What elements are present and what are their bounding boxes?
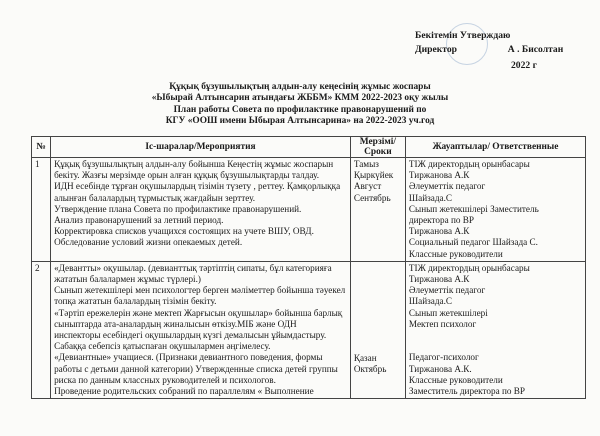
activity-line: инспекторы есебіндегі оқушылардың күзгі демалысын ұйымдастыру.: [54, 330, 327, 341]
title-line-4: КГУ «ООШ имени Ыбырая Алтынсарина» на 2022-2023 уч.год: [165, 116, 435, 127]
approval-director-name: А . Бисолтан: [507, 44, 564, 55]
responsible-line: [409, 341, 582, 352]
activity-line: работы с детьми данной категории) Утвержденные списка детей группы: [54, 363, 338, 374]
responsible-line: [409, 330, 582, 341]
activity-line: бекіту. Жазғы мерзімде орын алған құқық бұзушылықтарды талдау.: [54, 170, 320, 181]
responsible-line: Әлеуметтік педагог: [408, 285, 486, 296]
responsible-cell: [405, 261, 585, 398]
activity-line: алынған балалардың тұрмыстық жағдайын зерттеу.: [54, 192, 256, 203]
responsible-line: Социальный педагог Шайзада С.: [408, 237, 538, 248]
responsible-line: Педагог-психолог: [408, 352, 479, 363]
activity-cell: [51, 261, 351, 398]
term-line: Октябрь: [353, 364, 387, 375]
responsible-line: Мектеп психолог: [408, 318, 477, 329]
term-line: Қазан: [353, 352, 377, 363]
responsible-line: Тиржанова А.К: [408, 274, 470, 285]
header-num: №: [32, 137, 51, 158]
responsible-line: Шайзада.С: [408, 296, 453, 307]
approval-date: 2022 г: [511, 60, 537, 71]
document-title: [0, 82, 600, 128]
responsible-line: Шайзада.С: [408, 192, 453, 203]
activity-line: «Девантты» оқушылар. (девианттық тәртіптің сипаты, бұл категорияға: [54, 262, 332, 273]
term-cell: [350, 261, 405, 398]
table-header-row: [32, 137, 586, 158]
responsible-line: Тиржанова А.К: [408, 170, 470, 181]
activity-line: риска по данным классных руководителей и психологов.: [54, 374, 276, 385]
activity-line: Сынып жетекшілері мен психологтер берген мәліметтер бойынша тәуекел: [54, 285, 346, 296]
approval-block: [415, 30, 585, 72]
approval-director-label: Директор: [415, 44, 457, 55]
plan-table: [31, 136, 586, 399]
approval-line-1: Бекітемін Утверждаю: [415, 30, 511, 41]
term-line: Август: [353, 181, 382, 192]
title-line-1: Құқық бұзушылықтың алдын-алу кеңесінің жұмыс жоспары: [169, 82, 431, 92]
activity-line: Корректировка списков учащихся состоящих на учете ВШУ, ОВД.: [54, 226, 314, 237]
term-line: Сентябрь: [353, 192, 391, 203]
activity-line: ИДН есебінде тұрған оқушылардың тізімін түзету , реттеу. Қамқорлыққа: [54, 181, 341, 192]
title-line-2: «Ыбырай Алтынсарин атындағы ЖББМ» КММ 2022-2023 оқу жылы: [151, 93, 449, 104]
title-line-3: План работы Совета по профилактике правонарушений по: [173, 104, 427, 115]
responsible-line: Сынып жетекшілері Заместитель: [408, 203, 539, 214]
header-responsible: Жауаптылар/ Ответственные: [405, 137, 585, 158]
activity-line: Обследование условий жизни опекаемых детей.: [54, 237, 243, 248]
responsible-line: Әлеуметтік педагог: [408, 181, 486, 192]
responsible-line: Классные руководители: [408, 248, 503, 259]
responsible-line: директора по ВР: [408, 215, 475, 226]
activity-line: Сабаққа себепсіз қатыспаған оқушылармен әңгімелесу.: [54, 341, 271, 352]
responsible-line: ТІЖ директордың орынбасары: [408, 262, 530, 273]
header-activities: Іс-шаралар/Мероприятия: [51, 137, 351, 158]
responsible-line: Классные руководители: [408, 374, 503, 385]
row-number: 1: [32, 158, 51, 262]
responsible-line: Сынып жетекшілері: [408, 307, 488, 318]
activity-line: «Девиантные» учащиеся. (Признаки девиантного поведения, формы: [54, 352, 323, 363]
responsible-line: Тиржанова А.К.: [408, 363, 472, 374]
activity-line: сыныптарда ата-аналардың жиналысын өткізу.МІБ және ОДН: [54, 318, 297, 329]
header-terms: Мерзімі/ Сроки: [350, 137, 405, 158]
responsible-line: Тиржанова А.К: [408, 226, 470, 237]
term-line: Тамыз: [353, 159, 379, 169]
activity-line: Утверждение плана Совета по профилактике правонарушений.: [54, 203, 302, 214]
activity-line: Анализ правонарушений за летний период.: [54, 215, 224, 226]
term-line: Қыркүйек: [353, 170, 394, 181]
table-row: [32, 261, 586, 398]
activity-line: Проведение родительских собраний по параллелям « Выполнение: [54, 386, 314, 397]
table-row: [32, 158, 586, 262]
activity-cell: [51, 158, 351, 262]
responsible-cell: [405, 158, 585, 262]
responsible-line: Заместитель директора по ВР: [408, 386, 525, 397]
term-cell: [350, 158, 405, 262]
responsible-line: ТІЖ директордың орынбасары: [408, 159, 530, 169]
approval-line-2: [415, 44, 585, 56]
activity-line: жататын балалармен жұмыс түрлері.): [54, 274, 201, 285]
activity-line: топқа жататын балалардың тізімін бекіту.: [54, 296, 217, 307]
row-number: 2: [32, 261, 51, 398]
activity-line: «Тәртіп ережелерін және мектеп Жарғысын оқушылар» бойынша барлық: [54, 307, 343, 318]
activity-line: Құқық бұзушылықтың алдын-алу бойынша Кеңестің жұмыс жоспарын: [54, 159, 334, 169]
